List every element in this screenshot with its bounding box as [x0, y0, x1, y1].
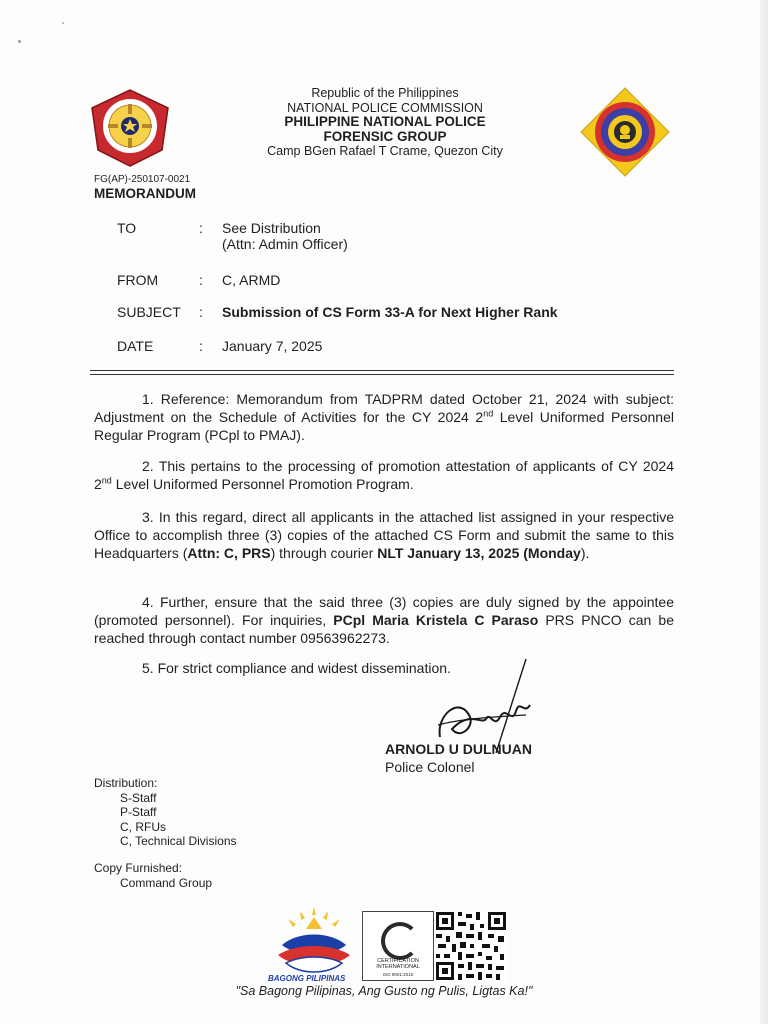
from-label: FROM	[117, 272, 159, 288]
signature-scribble	[430, 655, 540, 755]
copy-furnished-list	[94, 861, 212, 890]
date-label: DATE	[117, 338, 154, 354]
distribution-list	[94, 776, 237, 849]
paragraph-3	[94, 508, 674, 562]
list-item: C, RFUs	[120, 819, 166, 834]
cert-iso: ISO 9001:2015	[382, 972, 414, 977]
page-edge	[760, 0, 768, 1024]
p2-text: 2. This pertains to the processing of promotion attestation of applicants of CY 2024 2	[94, 458, 674, 492]
iso-certification-badge	[362, 911, 434, 981]
cert-text	[363, 958, 433, 970]
from-separator: :	[199, 272, 203, 288]
letterhead-fg: FORENSIC GROUP	[323, 128, 447, 144]
p1-text-cont: Level Uniformed Personnel Regular Program (PCpl to PMAJ).	[94, 409, 674, 443]
p4-text: 4. Further, ensure that the said three (3) copies are duly signed by the appointee (promoted personnel). For inquiries,	[94, 594, 674, 628]
letterhead-napolcom: NATIONAL POLICE COMMISSION	[287, 100, 483, 115]
paragraph-5	[94, 659, 674, 677]
p2-sup: nd	[101, 475, 112, 486]
p1-sup: nd	[483, 408, 494, 419]
p3-text-cont: ) through courier	[270, 545, 378, 561]
to-label: TO	[117, 220, 137, 236]
divider-line	[90, 370, 674, 371]
from-value: C, ARMD	[222, 272, 281, 288]
scan-speck	[62, 22, 64, 24]
to-separator: :	[199, 220, 203, 236]
bagong-pilipinas-text: BAGONG PILIPINAS	[268, 974, 346, 983]
list-item: S-Staff	[120, 790, 157, 805]
letterhead-republic: Republic of the Philippines	[311, 86, 459, 100]
to-value-attn: (Attn: Admin Officer)	[222, 236, 348, 252]
divider-line	[90, 374, 674, 375]
list-item: C, Technical Divisions	[120, 834, 237, 848]
to-value: See Distribution	[222, 220, 321, 236]
date-value: January 7, 2025	[222, 338, 323, 354]
p4-contact-name: PCpl Maria Kristela C Paraso	[333, 612, 539, 628]
p1-text: 1. Reference: Memorandum from TADPRM dated October 21, 2024 with subject: Adjustment on the Schedule of Activities for the CY 2024 2	[94, 391, 674, 425]
signatory-name: ARNOLD U DULNUAN	[385, 741, 532, 757]
bagong-pilipinas-logo	[272, 905, 356, 981]
list-item: P-Staff	[120, 805, 157, 819]
cert-line-1: CERTIFICATION	[377, 958, 419, 964]
distribution-label: Distribution:	[94, 776, 158, 790]
qr-code-icon	[434, 910, 508, 982]
p2-text-cont: Level Uniformed Personnel Promotion Program.	[111, 476, 414, 492]
list-item: Command Group	[120, 875, 213, 890]
memo-title: MEMORANDUM	[94, 186, 196, 201]
p5-text: 5. For strict compliance and widest dissemination.	[142, 660, 451, 676]
subject-label: SUBJECT	[117, 304, 181, 320]
copy-furnished-label: Copy Furnished:	[94, 861, 183, 875]
p3-text: 3. In this regard, direct all applicants in the attached list assigned in your respective Office to accomplish three (3) copies of the attached CS Form and submit the same to this Headquarters (	[94, 509, 674, 561]
p3-attn: Attn: C, PRS	[187, 545, 271, 561]
letterhead-address: Camp BGen Rafael T Crame, Quezon City	[267, 144, 503, 158]
cert-line-2: INTERNATIONAL	[376, 964, 420, 970]
paragraph-1	[94, 390, 674, 444]
paragraph-4	[94, 593, 674, 647]
signatory-rank: Police Colonel	[385, 759, 475, 775]
forensic-group-logo	[580, 87, 670, 177]
p3-deadline: NLT January 13, 2025 (Monday	[377, 545, 581, 561]
p4-text-cont: PRS PNCO can be reached through contact number 09563962273.	[94, 612, 674, 646]
pnp-seal-logo	[90, 88, 170, 168]
cert-ring-icon	[381, 922, 419, 960]
scan-speck	[18, 40, 21, 43]
letterhead	[240, 86, 530, 159]
paragraph-2	[94, 457, 674, 493]
letterhead-pnp: PHILIPPINE NATIONAL POLICE	[284, 114, 486, 129]
date-separator: :	[199, 338, 203, 354]
subject-value: Submission of CS Form 33-A for Next Higher Rank	[222, 304, 558, 320]
memo-code: FG(AP)-250107-0021	[94, 174, 191, 185]
subject-separator: :	[199, 304, 203, 320]
footer-tagline: "Sa Bagong Pilipinas, Ang Gusto ng Pulis, Ligtas Ka!"	[235, 984, 533, 998]
p3-text-end: ).	[580, 545, 590, 561]
